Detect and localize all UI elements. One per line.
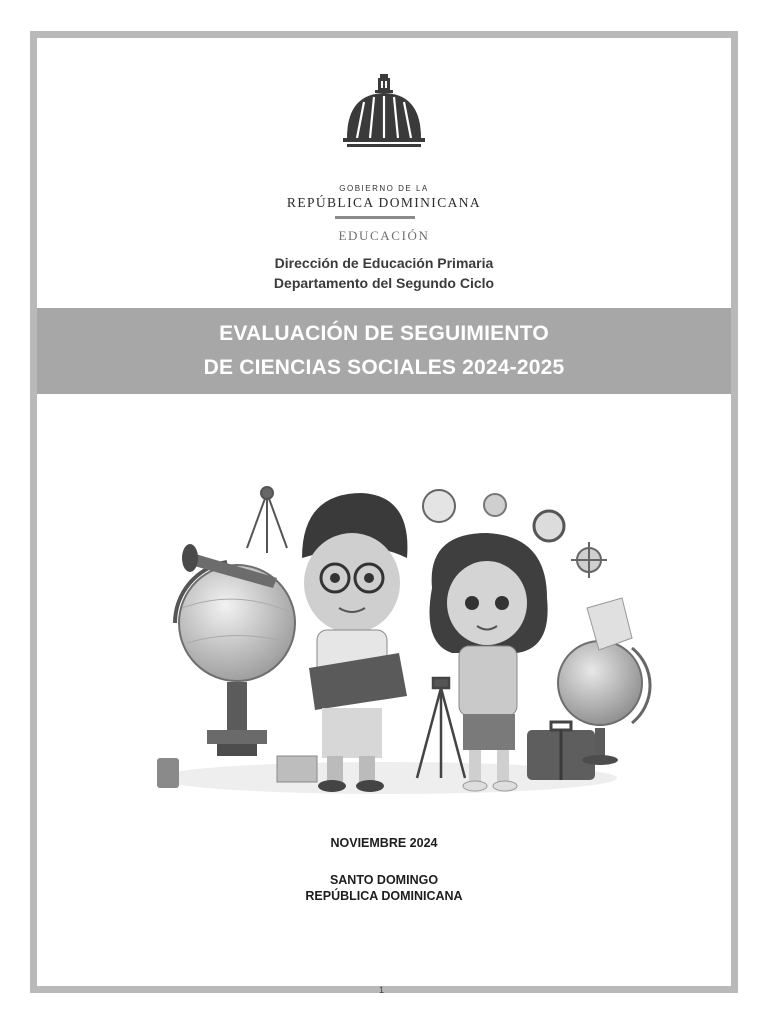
page-number: 1 bbox=[379, 985, 385, 995]
city-label: SANTO DOMINGO bbox=[329, 873, 439, 887]
publication-date: NOVIEMBRE 2024 bbox=[330, 836, 438, 850]
department-block bbox=[37, 253, 731, 293]
magnifier-compass-icon bbox=[534, 511, 564, 541]
children-with-globes-illustration bbox=[77, 438, 697, 798]
jar-icon bbox=[157, 758, 179, 788]
sun-icon bbox=[484, 494, 506, 516]
gov-big-label: REPÚBLICA DOMINICANA bbox=[286, 195, 482, 210]
suitcase-icon bbox=[527, 722, 595, 780]
compass-icon bbox=[423, 490, 455, 522]
department-label: Departamento del Segundo Ciclo bbox=[273, 275, 495, 291]
direction-label: Dirección de Educación Primaria bbox=[274, 255, 494, 271]
logo-divider bbox=[335, 216, 415, 219]
tripod-icon bbox=[247, 487, 287, 553]
dome-building-icon bbox=[339, 72, 429, 182]
title-banner bbox=[37, 308, 731, 394]
ministry-label: EDUCACIÓN bbox=[338, 228, 430, 243]
ship-wheel-icon bbox=[571, 542, 607, 578]
government-logo bbox=[37, 72, 731, 291]
page-frame bbox=[30, 31, 738, 993]
gov-small-label: GOBIERNO DE LA bbox=[339, 184, 429, 193]
books-icon bbox=[277, 756, 317, 782]
publication-place bbox=[37, 872, 731, 904]
title-line-2: DE CIENCIAS SOCIALES 2024-2025 bbox=[203, 356, 565, 379]
country-label: REPÚBLICA DOMINICANA bbox=[305, 889, 463, 903]
boy-figure bbox=[302, 493, 407, 792]
title-line-1: EVALUACIÓN DE SEGUIMIENTO bbox=[219, 322, 549, 345]
left-globe-icon bbox=[175, 562, 295, 756]
